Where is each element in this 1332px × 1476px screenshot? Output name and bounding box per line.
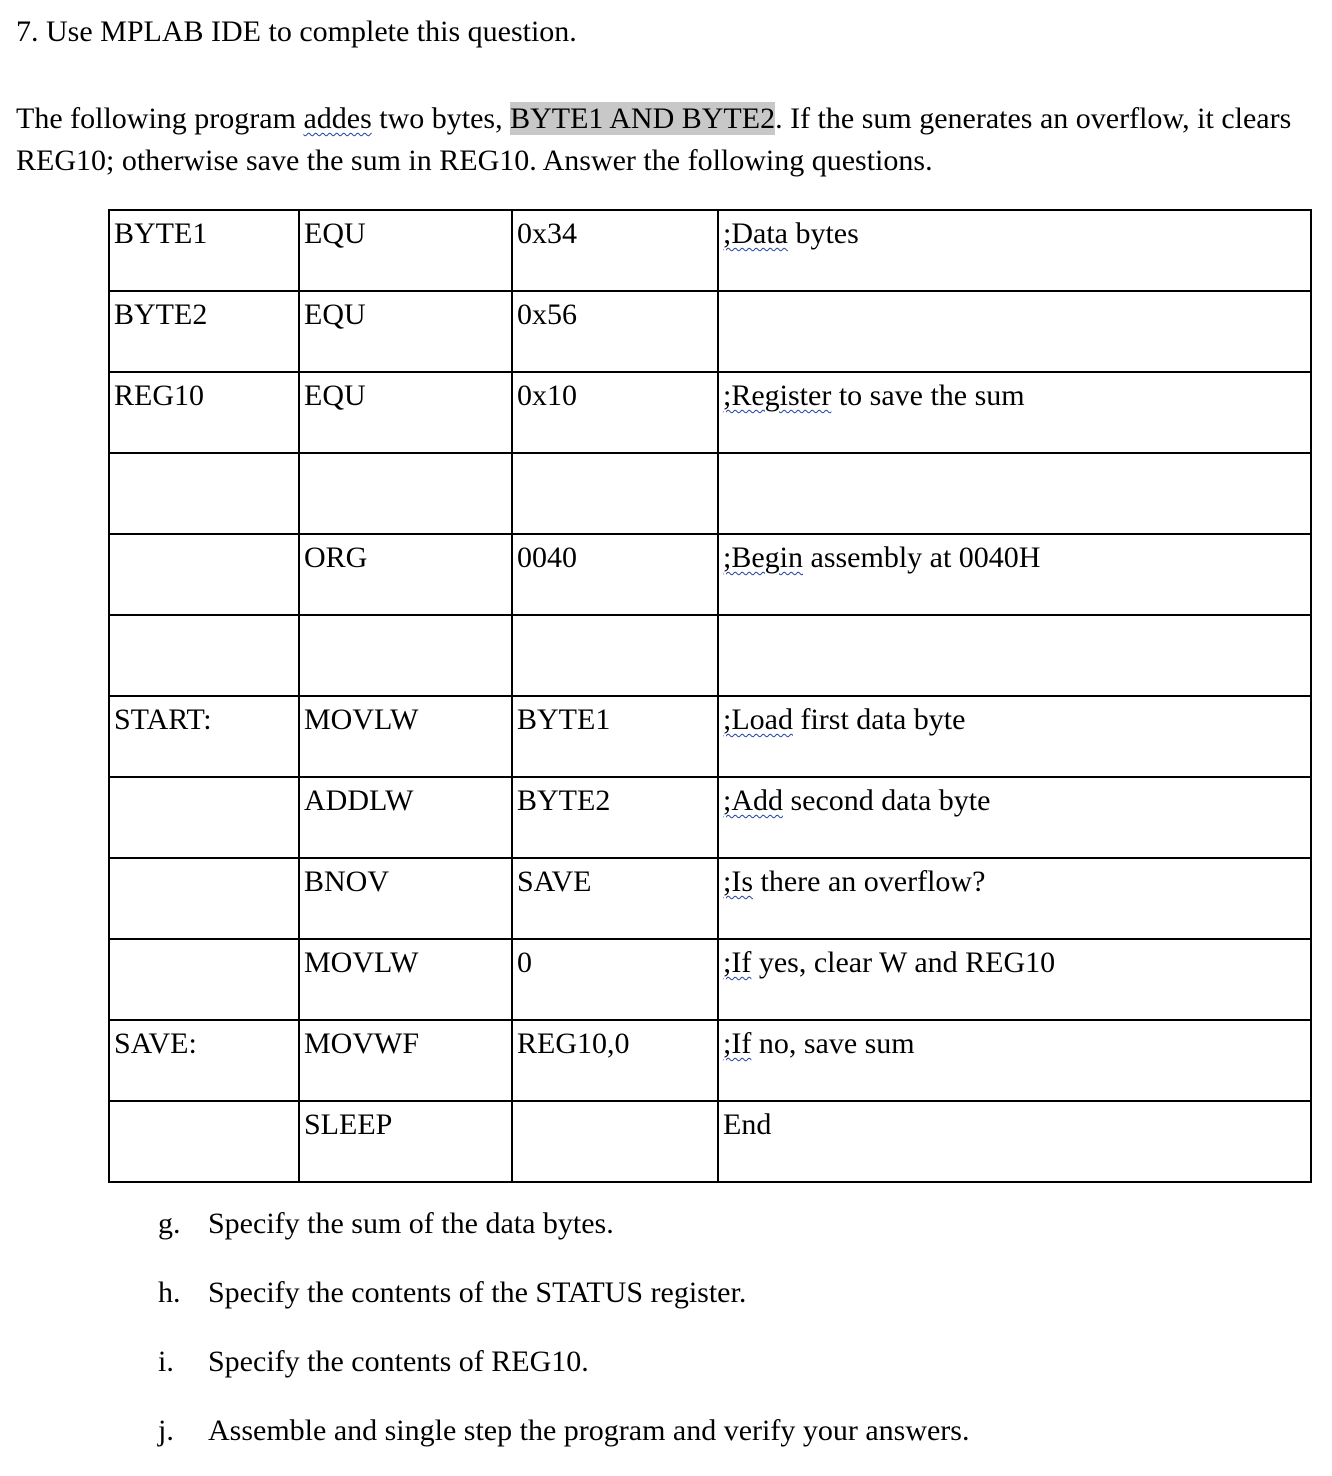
intro-highlight-main: BYTE1 AND BYTE	[510, 102, 761, 135]
comment-marked-word: ;If	[723, 946, 752, 979]
intro-part2: two bytes,	[371, 102, 511, 135]
code-comment-cell	[718, 453, 1311, 534]
code-row	[109, 534, 1311, 615]
code-table	[108, 209, 1312, 1183]
question-letter: h.	[158, 1276, 181, 1309]
code-operand-cell	[512, 453, 718, 534]
code-operand-cell: BYTE2	[512, 777, 718, 858]
code-label-cell	[109, 1101, 299, 1182]
question-letter: i.	[158, 1345, 174, 1378]
code-label-cell	[109, 939, 299, 1020]
question-letter: g.	[158, 1207, 181, 1240]
comment-text: to save the sum	[831, 379, 1025, 412]
code-op-cell: ORG	[299, 534, 512, 615]
code-op-cell	[299, 615, 512, 696]
code-comment-cell	[718, 939, 1311, 1020]
comment-marked-word: ;Data	[723, 217, 788, 250]
question-title: 7. Use MPLAB IDE to complete this question.	[16, 15, 577, 48]
code-row	[109, 777, 1311, 858]
code-comment-cell	[718, 1020, 1311, 1101]
code-row	[109, 291, 1311, 372]
code-label-cell: BYTE2	[109, 291, 299, 372]
code-row	[109, 858, 1311, 939]
code-label-cell	[109, 858, 299, 939]
code-operand-cell: REG10,0	[512, 1020, 718, 1101]
code-comment-cell	[718, 777, 1311, 858]
comment-text: yes, clear W and REG10	[751, 946, 1056, 979]
code-operand-cell: BYTE1	[512, 696, 718, 777]
code-label-cell	[109, 534, 299, 615]
question-text: Specify the contents of the STATUS register.	[208, 1276, 747, 1309]
code-comment-cell	[718, 210, 1311, 291]
code-op-cell: MOVWF	[299, 1020, 512, 1101]
code-operand-cell: 0040	[512, 534, 718, 615]
intro-misspelled-word: addes	[303, 102, 372, 135]
comment-text: End	[723, 1108, 772, 1141]
comment-text: no, save sum	[751, 1027, 915, 1060]
comment-text: first data byte	[792, 703, 966, 736]
comment-text: assembly at 0040H	[803, 541, 1041, 574]
code-comment-cell	[718, 291, 1311, 372]
code-op-cell: MOVLW	[299, 939, 512, 1020]
comment-marked-word: ;If	[723, 1027, 752, 1060]
code-comment-cell	[718, 1101, 1311, 1182]
code-label-cell	[109, 777, 299, 858]
code-op-cell: EQU	[299, 210, 512, 291]
code-row	[109, 615, 1311, 696]
code-operand-cell: SAVE	[512, 858, 718, 939]
comment-text: there an overflow?	[753, 865, 986, 898]
question-text: Specify the sum of the data bytes.	[208, 1207, 614, 1240]
code-operand-cell: 0x10	[512, 372, 718, 453]
code-label-cell	[109, 453, 299, 534]
code-op-cell: SLEEP	[299, 1101, 512, 1182]
code-operand-cell: 0	[512, 939, 718, 1020]
code-label-cell: START:	[109, 696, 299, 777]
intro-highlight	[510, 102, 775, 135]
code-operand-cell	[512, 615, 718, 696]
code-operand-cell	[512, 1101, 718, 1182]
intro-part1: The following program	[16, 102, 304, 135]
comment-marked-word: ;Begin	[723, 541, 803, 574]
comment-marked-word: ;Register	[723, 379, 832, 412]
intro-part3: . If the sum generates an overflow, it clears REG10; otherwise save the sum in REG10. Answer the following questions.	[16, 102, 1292, 177]
code-op-cell	[299, 453, 512, 534]
code-label-cell	[109, 615, 299, 696]
code-label-cell: REG10	[109, 372, 299, 453]
code-row	[109, 1101, 1311, 1182]
code-operand-cell: 0x34	[512, 210, 718, 291]
code-comment-cell	[718, 615, 1311, 696]
code-row	[109, 696, 1311, 777]
code-row	[109, 372, 1311, 453]
comment-marked-word: ;Is	[723, 865, 753, 898]
code-row	[109, 939, 1311, 1020]
code-op-cell: BNOV	[299, 858, 512, 939]
intro-highlight-tail: 2	[760, 102, 776, 135]
code-row	[109, 1020, 1311, 1101]
code-row	[109, 210, 1311, 291]
code-comment-cell	[718, 372, 1311, 453]
code-comment-cell	[718, 696, 1311, 777]
code-label-cell: SAVE:	[109, 1020, 299, 1101]
question-text: Assemble and single step the program and verify your answers.	[208, 1414, 970, 1447]
intro-paragraph	[16, 98, 1306, 182]
comment-marked-word: ;Load	[723, 703, 793, 736]
question-letter: j.	[158, 1414, 174, 1447]
code-label-cell: BYTE1	[109, 210, 299, 291]
code-op-cell: EQU	[299, 291, 512, 372]
comment-text: bytes	[787, 217, 859, 250]
question-text: Specify the contents of REG10.	[208, 1345, 589, 1378]
code-table-body	[109, 210, 1311, 1182]
code-row	[109, 453, 1311, 534]
code-comment-cell	[718, 534, 1311, 615]
code-operand-cell: 0x56	[512, 291, 718, 372]
comment-text: second data byte	[783, 784, 991, 817]
comment-marked-word: ;Add	[723, 784, 783, 817]
code-comment-cell	[718, 858, 1311, 939]
code-op-cell: MOVLW	[299, 696, 512, 777]
code-op-cell: ADDLW	[299, 777, 512, 858]
code-op-cell: EQU	[299, 372, 512, 453]
